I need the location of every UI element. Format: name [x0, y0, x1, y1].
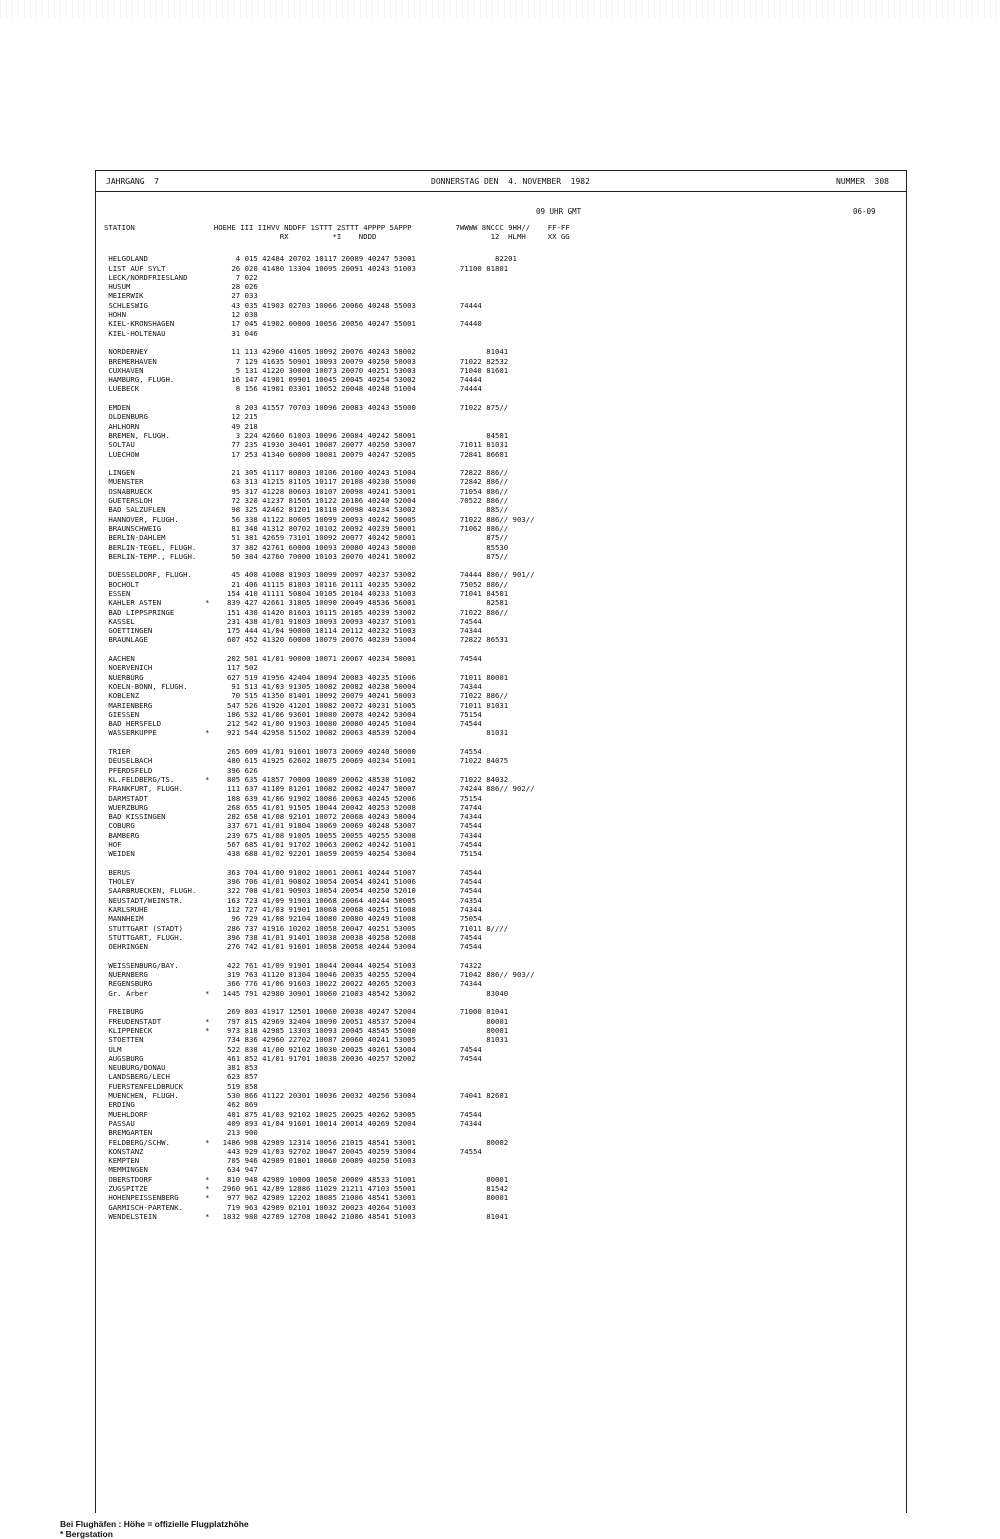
range-time: 06-09	[853, 207, 876, 216]
column-subheader: RX *I NDDD 12 HLMH XX GG	[104, 232, 570, 241]
volume-label: JAHRGANG 7	[106, 177, 159, 186]
date-label: DONNERSTAG DEN 4. NOVEMBER 1982	[431, 177, 590, 186]
issue-number: NUMMER 308	[836, 177, 889, 186]
footnote-airports: Bei Flughäfen : Höhe = offizielle Flugplatzhöhe	[60, 1519, 249, 1529]
scan-noise	[0, 0, 1000, 18]
footnotes	[60, 1519, 249, 1539]
bulletin-sheet	[95, 170, 907, 1513]
bulletin-header	[96, 171, 906, 191]
observation-time: 09 UHR GMT	[536, 207, 582, 216]
footnote-mountain: * Bergstation	[60, 1529, 113, 1539]
station-table-body: HELGOLAND 4 015 42484 20702 10117 20089 40247 53001 82201 LIST AUF SYLT 26 020 41480 13304 10095 20091 40243 51003 71100 81801 LECK/NORDFRIESLAND 7 022 HUSUM 28 026 MEIERWIK 27 033 SCHLESWIG 43 035 41903 02703 10066 20066 40248 55003 74444 HOHN 12 038 KIEL-KRONSHAGEN 17 045 41902 00000 10056 20056 40247 55001 74440 KIEL-HOLTENAU 31 046 NORDERNEY 11 113 42960 41605 10092 20076 40243 58002 81041 BREMERHAVEN 7 129 41635 50901 10093 20079 40250 50003 71022 82532 CUXHAVEN 5 131 41220 30000 10073 20070 40251 53003 71040 81601 HAMBURG, FLUGH. 16 147 41901 09901 10045 20045 40254 53002 74444 LUEBECK 8 156 41901 03301 10052 20048 40248 51004 74444 EMDEN 8 203 41557 70703 10096 20083 40243 55000 71022 875// OLDENBURG 12 215 AHLHORN 49 218 BREMEN, FLUGH. 3 224 42660 61003 10096 20084 40242 58001 84501 SOLTAU 77 235 41930 30401 10087 20077 40250 53007 71011 81031 LUECHOW 17 253 41340 60000 10081 20079 40247 52005 72841 86601 LINGEN 21 305 41117 80803 10106 20100 40243 51004 72822 886// MUENSTER 63 313 41215 81105 10117 20108 40230 55000 72842 886// OSNABRUECK 95 317 41228 80603 10107 20098 40241 53001 71054 886// GUETERSLOH 72 320 41237 81505 10122 20106 40240 52004 70522 886// BAD SALZUFLEN 98 325 42462 81201 10118 20098 40234 53002 885// HANNOVER, FLUGH. 56 338 41122 80605 10099 20093 40242 50005 71022 886// 903// BRAUNSCHWEIG 81 348 41312 80702 10102 20092 40239 50001 71062 886// BERLIN-DAHLEM 51 381 42659 73101 10092 20077 40242 50001 875// BERLIN-TEGEL, FLUGH. 37 382 42761 60000 10093 20080 40243 50000 85530 BERLIN-TEMP., FLUGH. 50 384 42760 70000 10103 20070 40241 50002 875// DUESSELDORF, FLUGH. 45 400 41008 81903 10099 20097 40237 53002 74444 886// 901// BOCHOLT 21 406 41115 81003 10116 20111 40235 53002 75052 886// ESSEN 154 410 41111 50804 10105 20104 40233 51003 71041 84501 KAHLER ASTEN * 839 427 42661 31805 10090 20049 48536 56001 82581 BAD LIPPSPRINGE 151 430 41420 81603 10115 20105 40239 53002 71022 886// KASSEL 231 438 41/01 91803 10093 20093 40237 51001 74544 GOETTINGEN 175 444 41/04 90000 10114 20112 40232 51003 74344 BRAUNLAGE 607 452 41320 60000 10079 20076 40239 53004 72822 86531 AACHEN 202 501 41/01 90000 10071 20067 40234 50001 74544 NOERVENICH 117 502 NUERBURG 627 519 41956 42404 10094 20083 40235 51006 71011 80001 KOELN-BONN, FLUGH. 91 513 41/03 91305 10082 20082 40238 50004 74344 KOBLENZ 70 515 41350 81401 10092 20079 40241 50003 71022 886// MARIENBERG 547 526 41920 41201 10082 20072 40231 51005 71011 81031 GIESSEN 186 532 41/06 93601 10080 20078 40242 53004 75154 BAD HERSFELD 212 542 41/00 91903 10080 20080 40245 51004 74544 WASSERKUPPE * 921 544 42958 51502 10082 20063 48539 52004 81031 TRIER 265 609 41/01 91601 10073 20069 40240 50000 74554 DEUSELBACH 480 615 41925 62602 10075 20069 40234 51001 71022 84075 PFERDSFELD 396 626 KL.FELDBERG/TS. * 805 635 41857 70000 10089 20062 48538 51002 71022 84032 FRANKFURT, FLUGH. 111 637 41109 81201 10082 20082 40247 50007 74244 886// 902// DARMSTADT 108 639 41/06 91902 10086 20063 40245 52006 75154 WUERZBURG 268 655 41/01 91505 10044 20042 40253 52008 74744 BAD KISSINGEN 282 658 41/08 92101 10072 20068 40243 58004 74344 COBURG 337 671 41/01 91804 10069 20069 40248 53007 74544 BAMBERG 239 675 41/08 91005 10055 20055 40255 53008 74344 HOF 567 685 41/01 91702 10063 20062 40242 51001 74544 WEIDEN 438 688 41/02 92201 10059 20059 40254 53004 75154 BERUS 363 704 41/00 91002 10061 20061 40244 51007 74544 THOLEY 396 706 41/01 90802 10054 20054 40241 51006 74544 SAARBRUECKEN, FLUGH. 322 708 41/01 90903 10054 20054 40250 52010 74544 NEUSTADT/WEINSTR. 163 723 41/09 91903 10068 20064 40244 50005 74354 KARLSRUHE 112 727 41/03 91901 10068 20068 40251 51008 74344 MANNHEIM 96 729 41/08 92104 10080 20080 40249 51008 75054 STUTTGART (STADT) 286 737 41916 10202 10058 20047 40251 53005 71011 8//// STUTTGART, FLUGH. 396 738 41/01 91401 10038 20038 40258 52008 74544 OEHRINGEN 276 742 41/01 91601 10058 20058 40244 53004 74544 WEISSENBURG/BAY. 422 761 41/09 91901 10044 20044 40254 51003 74322 NUERNBERG 319 763 41120 81304 10046 20035 40255 52004 71042 886// 903// REGENSBURG 366 776 41/06 91603 10022 20022 40265 52003 74344 Gr. Arber * 1445 791 42980 30901 10060 21003 48542 53002 83040 FREIBURG 269 803 41917 12501 10060 20038 40247 52004 71000 81041 FREUDENSTADT * 797 815 42969 32404 10090 20051 48537 52004 80001 KLIPPENECK * 973 818 42985 13303 10093 20045 48545 55000 80001 STOETTEN 734 836 42960 22702 10087 20060 40241 53005 81031 ULM 522 838 41/00 92102 10030 20025 40261 53004 74544 AUGSBURG 461 852 41/01 91701 10038 20036 40257 52002 74544 NEUBURG/DONAU 381 853 LANDSBERG/LECH 623 857 FUERSTENFELDBRUCK 519 858 MUENCHEN, FLUGH. 530 866 41122 20301 10036 20032 40256 53004 74041 82601 ERDING 462 869 MUEHLDORF 401 875 41/03 92102 10025 20025 40262 53005 74544 PASSAU 409 893 41/04 91601 10014 20014 40269 52004 74344 BREMGARTEN 213 900 FELDBERG/SCHW. * 1486 908 42989 12314 10056 21015 48541 53001 80002 KONSTANZ 443 929 41/03 92702 10047 20045 40259 53004 74554 KEMPTEN 705 946 42989 01801 10060 20009 40250 51003 MEMMINGEN 634 947 OBERSTDORF * 810 948 42989 10000 10050 20009 48533 51001 80001 ZUGSPITZE * 2960 961 42/89 12886 11029 21211 47103 55001 81542 HOHENPEISSENBERG * 977 962 42989 12202 10085 21006 48541 53001 80001 GARMISCH-PARTENK. 719 963 42989 02101 10032 20023 40264 51003 WENDELSTEIN * 1832 980 42789 12708 10042 21006 48541 51003 81041	[108, 254, 535, 1221]
header-rule	[96, 191, 906, 192]
column-header: STATION HOEHE III IIHVV NDDFF 1STTT 2STTT 4PPPP 5APPP 7WWWW 8NCCC 9HH// FF-FF	[104, 223, 570, 232]
